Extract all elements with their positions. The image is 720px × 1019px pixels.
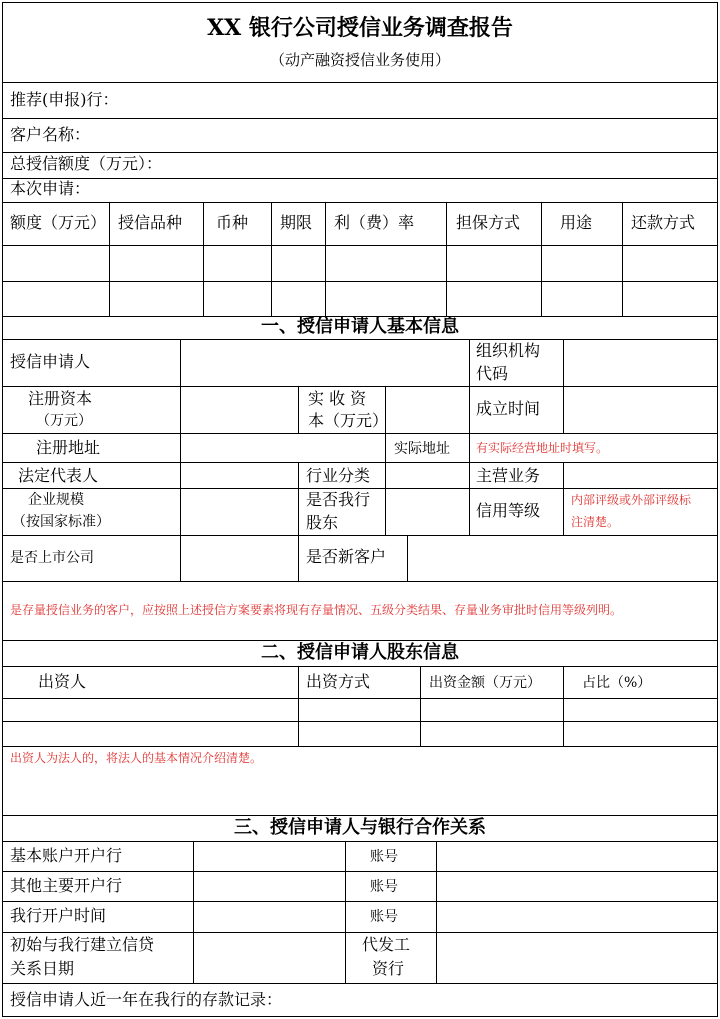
actual-address-label: 实际地址 — [394, 441, 450, 457]
col-header-term: 期限 — [280, 213, 313, 232]
col-line — [469, 386, 470, 433]
payroll-bank-label-1: 代发工 — [362, 935, 411, 954]
scale-standard-label: （按国家标准） — [12, 514, 110, 530]
row-line — [2, 666, 718, 667]
row-line — [2, 152, 718, 153]
row-line — [2, 339, 718, 340]
frame-left — [2, 2, 3, 1017]
section2-title: 二、授信申请人股东信息 — [261, 642, 459, 663]
share-ratio-header: 占比（%） — [582, 675, 652, 691]
row-line — [2, 178, 718, 179]
report-subtitle: （动产融资授信业务使用） — [269, 51, 450, 69]
row-line — [2, 433, 718, 434]
investor-header: 出资人 — [38, 672, 87, 691]
scale-label: 企业规模 — [28, 492, 84, 508]
frame-top — [2, 2, 718, 3]
org-code-label-2: 代码 — [476, 364, 509, 383]
col-line — [446, 202, 447, 316]
col-header-currency: 币种 — [216, 213, 249, 232]
col-header-repayment: 还款方式 — [631, 213, 696, 232]
col-header-guarantee: 担保方式 — [456, 213, 521, 232]
invest-method-header: 出资方式 — [306, 672, 371, 691]
investor-note: 出资人为法人的，将法人的基本情况介绍清楚。 — [10, 751, 263, 765]
org-code-label-1: 组织机构 — [476, 341, 541, 360]
paid-capital-label: 实 收 资 — [308, 389, 367, 408]
credit-rating-label: 信用等级 — [476, 501, 541, 520]
listed-label: 是否上市公司 — [10, 550, 94, 566]
row-line — [2, 983, 718, 984]
col-line — [385, 462, 386, 535]
col-line — [563, 462, 564, 535]
rating-note-1: 内部评级或外部评级标 — [571, 493, 692, 507]
row-line — [2, 932, 718, 933]
frame-right — [717, 2, 718, 1017]
row-line — [2, 698, 718, 699]
reg-address-label: 注册地址 — [36, 438, 101, 457]
paid-capital-unit: 本（万元） — [308, 411, 389, 430]
col-line — [180, 339, 181, 581]
col-line — [298, 462, 299, 535]
row-line — [2, 815, 718, 816]
col-line — [469, 462, 470, 535]
col-header-amount: 额度（万元） — [10, 213, 107, 232]
col-line — [436, 841, 437, 983]
legal-rep-label: 法定代表人 — [18, 466, 99, 485]
invest-amount-header: 出资金额（万元） — [429, 675, 541, 691]
col-line — [420, 666, 421, 746]
open-time-label: 我行开户时间 — [10, 906, 107, 925]
rating-note-2: 注清楚。 — [571, 515, 620, 529]
other-bank-label: 其他主要开户行 — [10, 876, 123, 895]
industry-label: 行业分类 — [306, 466, 371, 485]
account-no-label: 账号 — [370, 879, 398, 895]
row-line — [2, 118, 718, 119]
col-header-purpose: 用途 — [560, 213, 593, 232]
col-header-credit-type: 授信品种 — [118, 213, 183, 232]
existing-credit-note: 是存量授信业务的客户，应按照上述授信方案要素将现有存量情况、五级分类结果、存量业务审批时信用等级列明。 — [10, 603, 623, 617]
customer-name-label: 客户名称： — [10, 125, 91, 144]
initial-credit-date-label-1: 初始与我行建立信贷 — [10, 935, 155, 954]
row-line — [2, 746, 718, 747]
section3-title: 三、授信申请人与银行合作关系 — [234, 817, 486, 838]
col-line — [345, 841, 346, 983]
applicant-label: 授信申请人 — [10, 352, 91, 371]
new-customer-label: 是否新客户 — [306, 547, 387, 566]
col-line — [298, 386, 299, 433]
shareholder-label-1: 是否我行 — [306, 490, 371, 509]
col-line — [563, 339, 564, 386]
row-line — [2, 488, 718, 489]
row-line — [2, 82, 718, 83]
account-no-label: 账号 — [370, 909, 398, 925]
col-header-rate: 利（费）率 — [334, 213, 415, 232]
initial-credit-date-label-2: 关系日期 — [10, 959, 75, 978]
col-line — [203, 202, 204, 316]
col-line — [622, 202, 623, 316]
col-line — [298, 666, 299, 746]
row-line — [2, 901, 718, 902]
report-title: XX 银行公司授信业务调查报告 — [207, 15, 513, 41]
frame-bottom — [2, 1016, 718, 1017]
col-line — [325, 202, 326, 316]
col-line — [109, 202, 110, 316]
row-line — [2, 462, 718, 463]
col-line — [563, 386, 564, 433]
col-line — [271, 202, 272, 316]
actual-address-note: 有实际经营地址时填写。 — [476, 441, 609, 455]
row-line — [2, 721, 718, 722]
payroll-bank-label-2: 资行 — [372, 959, 405, 978]
basic-account-bank-label: 基本账户开户行 — [10, 846, 123, 865]
row-line — [2, 640, 718, 641]
row-line — [2, 871, 718, 872]
col-line — [385, 433, 386, 462]
col-line — [469, 339, 470, 386]
established-label: 成立时间 — [476, 399, 541, 418]
reg-capital-unit: （万元） — [36, 413, 92, 429]
row-line — [2, 581, 718, 582]
col-line — [407, 535, 408, 581]
deposit-record-label: 授信申请人近一年在我行的存款记录： — [10, 990, 283, 1009]
current-application-label: 本次申请： — [10, 179, 91, 198]
col-line — [563, 666, 564, 746]
col-line — [298, 535, 299, 581]
section1-title: 一、授信申请人基本信息 — [261, 316, 459, 337]
row-line — [2, 386, 718, 387]
reg-capital-label: 注册资本 — [28, 389, 93, 408]
main-business-label: 主营业务 — [476, 466, 541, 485]
col-line — [469, 433, 470, 462]
row-line — [2, 535, 718, 536]
shareholder-label-2: 股东 — [306, 513, 339, 532]
col-line — [193, 841, 194, 983]
account-no-label: 账号 — [370, 849, 398, 865]
recommend-bank-label: 推荐(申报)行： — [10, 90, 119, 109]
row-line — [2, 841, 718, 842]
col-line — [541, 202, 542, 316]
total-credit-label: 总授信额度（万元）： — [10, 154, 163, 173]
